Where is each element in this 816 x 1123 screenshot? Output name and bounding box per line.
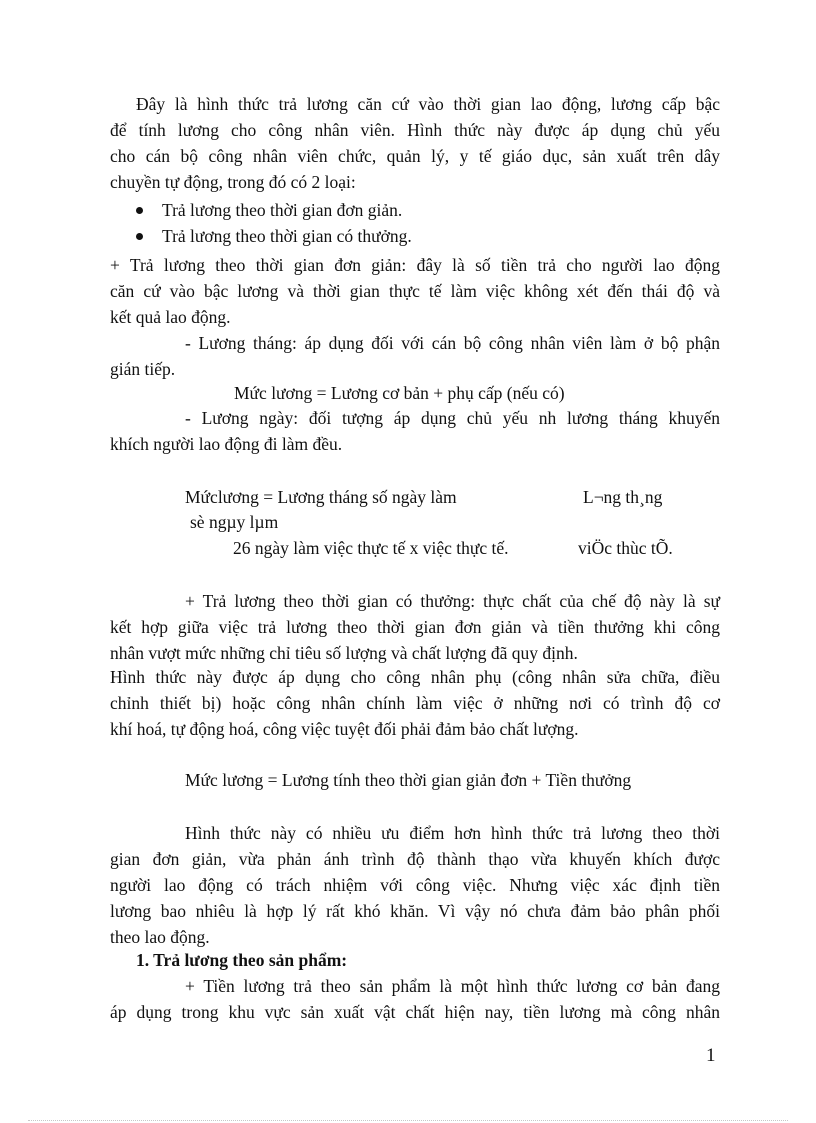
advantage-line-1: Hình thức này có nhiều ưu điểm hơn hình thức trả lương theo thời bbox=[185, 823, 720, 843]
section-heading: 1. Trả lương theo sản phẩm: bbox=[136, 950, 348, 970]
intro-line-2: để tính lương cho công nhân viên. Hình thức này được áp dụng chủ yếu bbox=[110, 120, 720, 140]
bullet-dot-icon bbox=[136, 233, 143, 240]
advantage-line-4: lương bao nhiêu là hợp lý rất khó khăn. Vì vậy nó chưa đảm bảo phân phối bbox=[110, 901, 720, 921]
formula-monthly: Mức lương = Lương cơ bản + phụ cấp (nếu có) bbox=[234, 383, 565, 403]
formula-daily-right-top: L¬ng th¸ng bbox=[583, 487, 663, 507]
bonus-apply-line-1: Hình thức này được áp dụng cho công nhân phụ (công nhân sửa chữa, điều bbox=[110, 667, 720, 687]
formula-daily-right-bottom: viÖc thùc tÕ. bbox=[578, 538, 673, 558]
bonus-apply-line-3: khí hoá, tự động hoá, công việc tuyệt đối phải đảm bảo chất lượng. bbox=[110, 719, 579, 739]
bullet-item-1: Trả lương theo thời gian đơn giản. bbox=[162, 200, 403, 220]
bonus-line-2: kết hợp giữa việc trả lương theo thời gian đơn giản và tiền thưởng khi công bbox=[110, 617, 720, 637]
bullet-item-2: Trả lương theo thời gian có thưởng. bbox=[162, 226, 412, 246]
bullet-dot-icon bbox=[136, 207, 143, 214]
intro-line-1: Đây là hình thức trả lương căn cứ vào thời gian lao động, lương cấp bậc bbox=[136, 94, 720, 114]
product-line-2: áp dụng trong khu vực sản xuất vật chất hiện nay, tiền lương mà công nhân bbox=[110, 1002, 720, 1022]
formula-daily-left-top: Mứclương = Lương tháng số ngày làm bbox=[185, 487, 457, 507]
bonus-line-3: nhân vượt mức những chỉ tiêu số lượng và chất lượng đã quy định. bbox=[110, 643, 578, 663]
simple-time-line-2: căn cứ vào bậc lương và thời gian thực tế làm việc không xét đến thái độ và bbox=[110, 281, 720, 301]
monthly-line-2: gián tiếp. bbox=[110, 359, 176, 379]
formula-daily-left-bottom: 26 ngày làm việc thực tế x việc thực tế. bbox=[233, 538, 509, 558]
intro-line-3: cho cán bộ công nhân viên chức, quản lý, y tế giáo dục, sản xuất trên dây bbox=[110, 146, 720, 166]
daily-line-2: khích người lao động đi làm đều. bbox=[110, 434, 343, 454]
advantage-line-5: theo lao động. bbox=[110, 927, 210, 947]
bonus-line-1: + Trả lương theo thời gian có thưởng: thực chất của chế độ này là sự bbox=[185, 591, 720, 611]
page-bottom-divider bbox=[28, 1120, 788, 1121]
page-number: 1 bbox=[706, 1045, 716, 1066]
monthly-line-1: - Lương tháng: áp dụng đối với cán bộ công nhân viên làm ở bộ phận bbox=[185, 333, 720, 353]
formula-bonus: Mức lương = Lương tính theo thời gian giản đơn + Tiền thưởng bbox=[185, 770, 632, 790]
daily-line-1: - Lương ngày: đối tượng áp dụng chủ yếu nh lương tháng khuyến bbox=[185, 408, 720, 428]
advantage-line-2: gian đơn giản, vừa phản ánh trình độ thành thạo vừa khuyến khích được bbox=[110, 849, 720, 869]
product-line-1: + Tiền lương trả theo sản phẩm là một hình thức lương cơ bản đang bbox=[185, 976, 720, 996]
advantage-line-3: người lao động có trách nhiệm với công việc. Nhưng việc xác định tiền bbox=[110, 875, 720, 895]
bonus-apply-line-2: chỉnh thiết bị) hoặc công nhân chính làm việc ở những nơi có trình độ cơ bbox=[110, 693, 720, 713]
simple-time-line-1: + Trả lương theo thời gian đơn giản: đây là số tiền trả cho người lao động bbox=[110, 255, 720, 275]
intro-line-4: chuyền tự động, trong đó có 2 loại: bbox=[110, 172, 356, 192]
formula-daily-left-mid: sè ngµy lµm bbox=[190, 512, 279, 532]
simple-time-line-3: kết quả lao động. bbox=[110, 307, 231, 327]
